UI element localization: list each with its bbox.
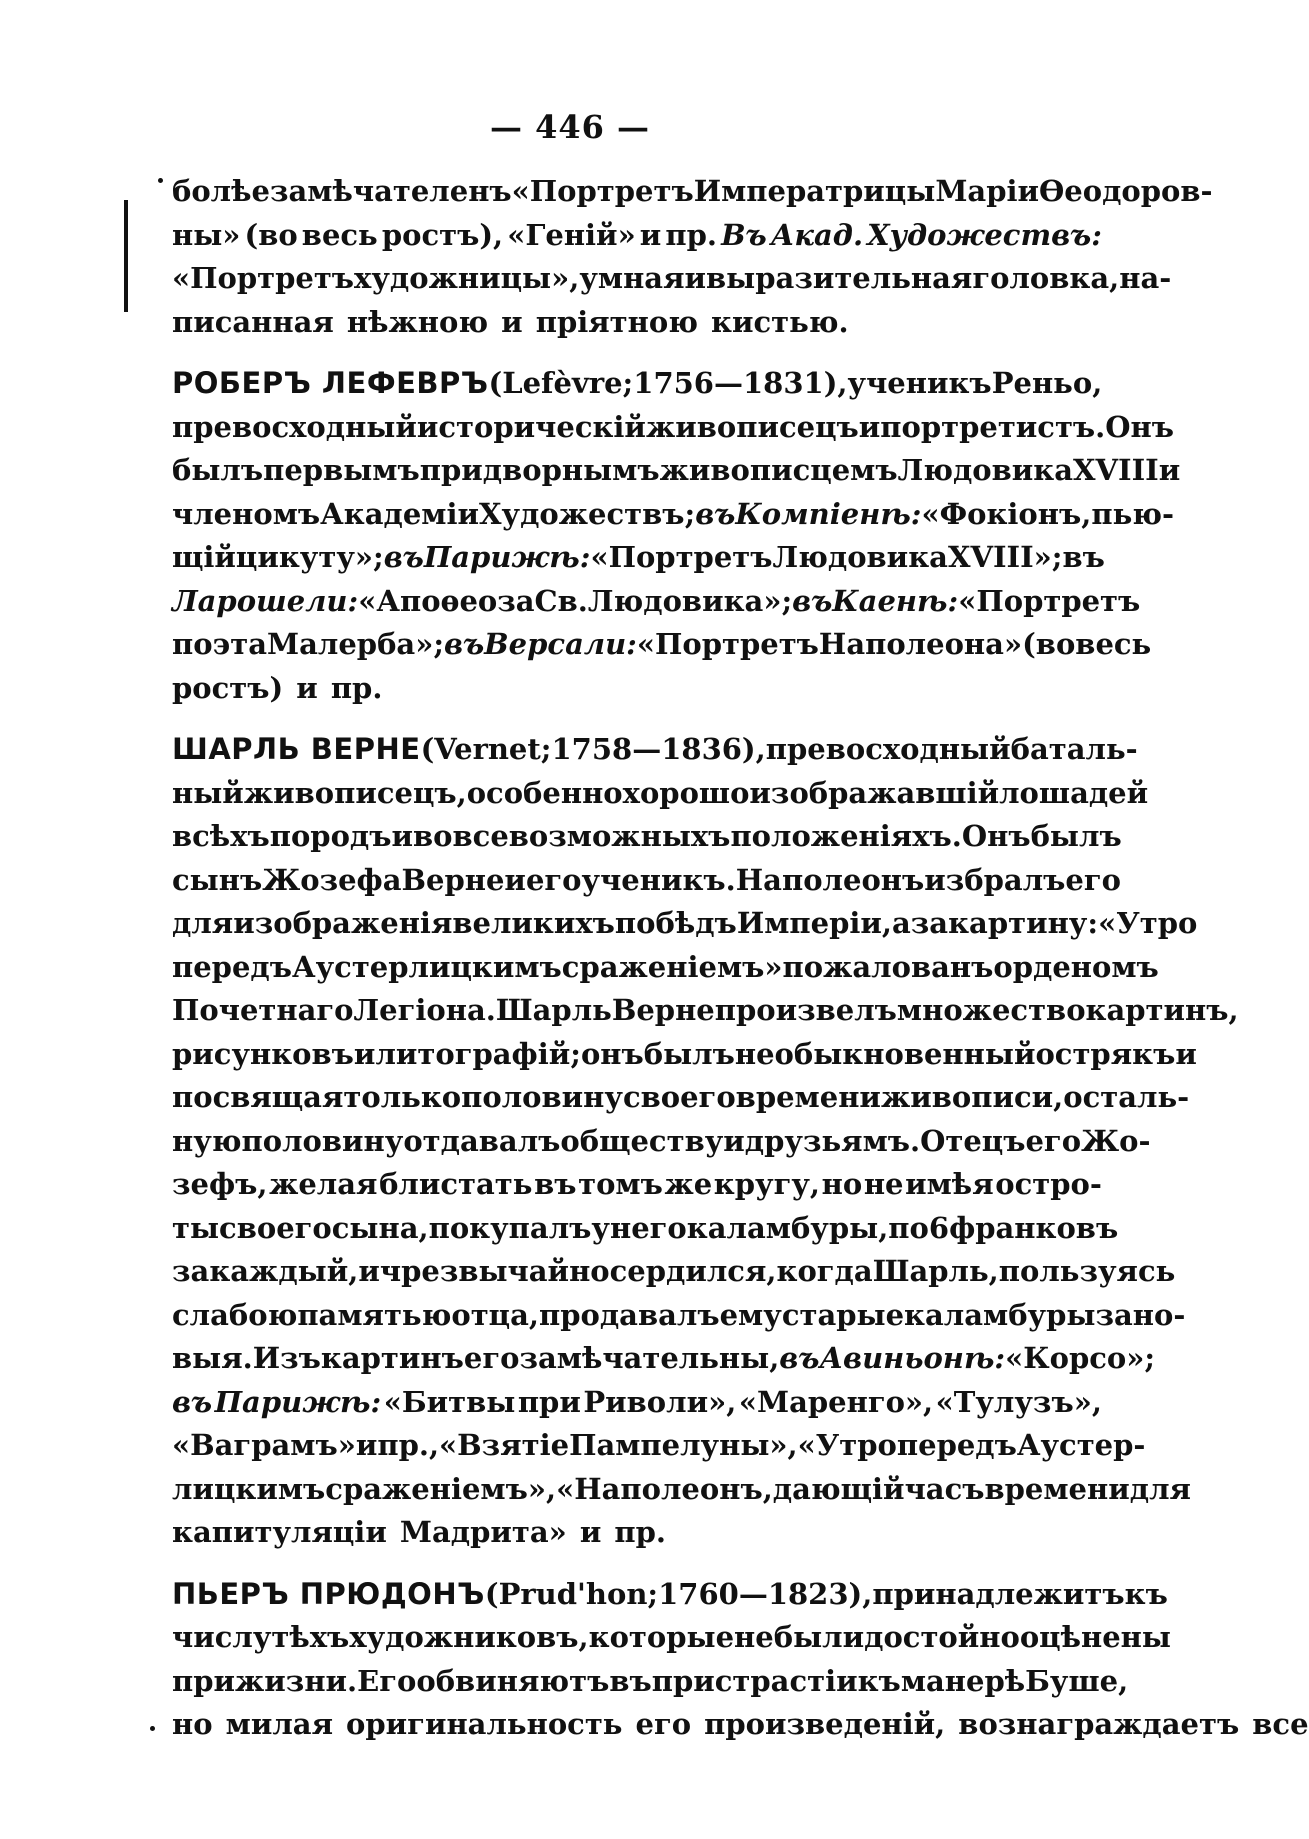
word: ты — [172, 1210, 220, 1245]
word: Его — [357, 1663, 417, 1698]
word: Шарль, — [872, 1254, 999, 1288]
word: былъ — [172, 453, 264, 487]
word: и — [579, 1515, 602, 1549]
word: Верне — [401, 862, 505, 897]
word: ростъ) — [172, 670, 284, 705]
word: въ — [695, 496, 736, 531]
word: членомъ — [172, 496, 321, 531]
word: чрезвычайно — [379, 1254, 610, 1288]
word: «Апоѳеоза — [358, 583, 535, 618]
word: 1756—1831), — [633, 366, 848, 400]
word: превосходный — [172, 409, 417, 444]
word: оригинальность — [346, 1707, 623, 1741]
text-line — [172, 1424, 1146, 1468]
word: памятью — [297, 1297, 452, 1332]
word: головка, — [972, 261, 1120, 295]
word: выя. — [172, 1341, 253, 1375]
word: манерѣ — [900, 1663, 1026, 1698]
word: ную — [172, 1123, 242, 1158]
word: картинъ — [320, 1341, 464, 1375]
word: всевозможныхъ — [452, 819, 731, 853]
word: «Портретъ — [636, 627, 819, 661]
text-line — [172, 214, 1102, 258]
word: особенно — [466, 775, 623, 810]
word: франковъ — [949, 1210, 1119, 1245]
word: его — [525, 862, 582, 897]
text-line — [172, 1120, 1151, 1164]
word: къ — [857, 1663, 901, 1698]
word: своего — [219, 1210, 332, 1245]
word: все — [1252, 1707, 1309, 1741]
word: положеніяхъ. — [730, 819, 962, 853]
word: великихъ — [452, 906, 615, 940]
word: но- — [1132, 1297, 1186, 1332]
word: превосходный — [765, 732, 1011, 766]
word: половину — [241, 1123, 404, 1158]
word: пр. — [614, 1515, 666, 1549]
word: избралъ — [924, 862, 1066, 897]
word: Шарль — [495, 993, 612, 1027]
word: портретистъ. — [880, 409, 1106, 444]
word: (Prud'hon; — [484, 1576, 659, 1611]
word: покупалъ — [428, 1210, 592, 1245]
word: Компіенѣ: — [735, 496, 922, 531]
text-line — [172, 1703, 1309, 1747]
word: щій — [172, 540, 236, 574]
word: имѣя — [905, 1167, 994, 1201]
word: слабою — [172, 1297, 298, 1332]
word: и — [355, 1428, 378, 1462]
text-line — [172, 667, 1102, 711]
text-line — [172, 1511, 1102, 1555]
word: пріятною — [535, 304, 698, 339]
text-line — [172, 1163, 1102, 1207]
word: половину — [461, 1080, 623, 1114]
word: каламбуры — [904, 1297, 1096, 1332]
word: XVIII — [1073, 453, 1159, 487]
word: для — [172, 906, 234, 940]
word: множество — [896, 993, 1086, 1027]
text-line — [172, 1250, 1176, 1294]
word: по — [888, 1210, 929, 1245]
word: Академіи — [320, 496, 479, 531]
word: «Ваграмъ» — [172, 1428, 356, 1462]
word: не — [734, 1620, 774, 1654]
word: только — [343, 1080, 462, 1114]
word: Парижѣ: — [214, 1384, 382, 1419]
word: умная — [579, 261, 685, 295]
word: Наполеона» — [818, 627, 1023, 661]
text-line — [172, 301, 1102, 345]
word: въ — [444, 627, 485, 661]
word: пристрастіи — [651, 1663, 858, 1698]
word: при — [172, 1663, 236, 1698]
word: изображавшій — [749, 775, 1000, 810]
artist-name: ПЬЕРЪ ПРЮДОНЪ — [172, 1576, 485, 1611]
word: «Портретъ — [590, 540, 773, 574]
word: въ — [1062, 540, 1105, 574]
word: въ — [172, 1384, 213, 1419]
word: него — [609, 1210, 687, 1245]
word: пр. — [665, 217, 717, 252]
word: блистать — [379, 1167, 533, 1201]
word: «Битвы — [383, 1384, 516, 1419]
word: каламбуры, — [686, 1210, 889, 1245]
word: живописцемъ — [659, 453, 898, 487]
word: Мадрита» — [399, 1515, 567, 1549]
text-line — [172, 772, 1149, 816]
word: времени — [984, 1471, 1130, 1506]
word: картинъ, — [1085, 993, 1239, 1027]
word: Онъ — [1105, 409, 1175, 444]
word: въ — [383, 540, 424, 574]
word: ны» — [172, 217, 241, 252]
word: «Наполеонъ, — [556, 1471, 773, 1506]
word: и — [1158, 453, 1181, 487]
word: историческій — [416, 409, 646, 444]
word: сраженіемъ» — [561, 949, 783, 984]
word: Ларошели: — [172, 583, 359, 618]
word: и — [639, 217, 662, 252]
word: весь — [1075, 627, 1152, 661]
artist-name: ШАРЛЬ ВЕРНЕ — [172, 732, 421, 766]
word: хорошо — [622, 775, 750, 810]
word: продавалъ — [538, 1297, 720, 1332]
margin-dot-bottom — [150, 1726, 155, 1731]
word: пью- — [1091, 496, 1175, 531]
text-line — [172, 728, 1138, 772]
word: Императрицы — [693, 174, 936, 208]
word: къ — [1124, 1576, 1168, 1611]
text-line — [172, 1337, 1156, 1381]
word: всѣхъ — [172, 819, 270, 853]
word: сраженіемъ», — [325, 1471, 557, 1506]
word: и — [353, 1036, 376, 1071]
word: въ — [609, 1663, 652, 1698]
word: его — [1025, 1123, 1082, 1158]
word: тѣхъ — [271, 1620, 350, 1654]
word: вознаграждаетъ — [958, 1707, 1240, 1741]
word: лицкимъ — [172, 1471, 326, 1506]
word: Версали: — [484, 627, 637, 661]
word: Онъ — [961, 819, 1031, 853]
word: 1758—1836), — [551, 732, 766, 766]
margin-dot-top — [158, 178, 163, 183]
text-line — [172, 1076, 1190, 1120]
word: же — [664, 1167, 713, 1201]
word: болѣе — [172, 174, 270, 208]
word: Жо- — [1081, 1123, 1151, 1158]
word: Художествъ; — [479, 496, 696, 531]
word: обвиняютъ — [416, 1663, 610, 1698]
word: острякъ — [1035, 1036, 1176, 1071]
word: друзьямъ. — [744, 1123, 921, 1158]
word: каждый, — [209, 1254, 359, 1288]
word: отца, — [451, 1297, 539, 1332]
text-line — [172, 623, 1152, 667]
word: но — [821, 1167, 863, 1201]
word: остро- — [995, 1167, 1102, 1201]
text-line — [172, 1207, 1119, 1251]
word: «Портретъ — [958, 583, 1141, 618]
word: Отецъ — [920, 1123, 1026, 1158]
word: своего — [622, 1080, 736, 1114]
word: литографій; — [375, 1036, 581, 1071]
word: (Vernet; — [420, 732, 552, 766]
text-line — [172, 1616, 1171, 1660]
artist-name: РОБЕРЪ ЛЕФЕВРЪ — [172, 366, 489, 400]
word: «Портретъ — [511, 174, 694, 208]
word: томъ — [578, 1167, 663, 1201]
word: милая — [225, 1707, 333, 1741]
word: пр., — [377, 1428, 440, 1462]
text-line — [172, 170, 1213, 214]
text-line — [172, 362, 1102, 406]
word: Наполеонъ — [735, 862, 925, 897]
word: и — [723, 1123, 745, 1158]
word: которые — [588, 1620, 735, 1654]
paragraph — [172, 1573, 1309, 1747]
word: «Тулузъ», — [935, 1384, 1102, 1419]
word: Художествъ: — [867, 217, 1102, 252]
word: «Фокіонъ, — [921, 496, 1092, 531]
word: живописи, — [880, 1080, 1064, 1114]
word: за — [910, 906, 949, 940]
word: Реньо, — [991, 366, 1103, 400]
word: и — [504, 862, 526, 897]
word: картину: — [948, 906, 1099, 940]
word: сердился, — [609, 1254, 777, 1288]
word: 1760—1823), — [658, 1576, 873, 1611]
word: Верне — [611, 993, 715, 1027]
word: Людовика»; — [587, 583, 793, 618]
word: Малерба»; — [267, 627, 445, 661]
text-line — [172, 815, 1122, 859]
word: ему — [719, 1297, 782, 1332]
word: орденомъ — [993, 949, 1159, 984]
word: Буше, — [1025, 1663, 1129, 1698]
text-line — [172, 1033, 1197, 1077]
word: Жозефа — [262, 862, 402, 897]
word: «Корсо»; — [1005, 1341, 1156, 1375]
word: достойно — [864, 1620, 1020, 1654]
text-line — [172, 406, 1175, 450]
word: рисунковъ — [172, 1036, 354, 1071]
text-line — [172, 902, 1198, 946]
word: въ — [534, 1167, 577, 1201]
word: былъ — [643, 1036, 735, 1071]
word: сына, — [331, 1210, 429, 1245]
word: его — [463, 1341, 520, 1375]
word: времени — [735, 1080, 881, 1114]
word: зефъ, — [172, 1167, 268, 1201]
word: Пампелуны», — [569, 1428, 798, 1462]
word: при — [517, 1384, 581, 1419]
paragraph — [172, 170, 1213, 344]
word: Изъ — [252, 1341, 321, 1375]
word: «Маренго», — [738, 1384, 934, 1419]
word: сынъ — [172, 862, 263, 897]
word: а — [891, 906, 911, 940]
word: пожалованъ — [782, 949, 994, 984]
word: въ — [779, 1341, 820, 1375]
word: замѣчательны, — [519, 1341, 780, 1375]
word: передъ — [896, 1428, 1017, 1462]
word: Ѳеодоров- — [1039, 174, 1213, 208]
word: Людовика — [772, 540, 948, 574]
word: замѣчателенъ — [269, 174, 512, 208]
text-line — [172, 1573, 1168, 1617]
word: но — [172, 1707, 213, 1741]
paragraph — [172, 362, 1181, 710]
word: Людовика — [897, 453, 1074, 487]
word: «Утро — [797, 1428, 897, 1462]
word: на- — [1119, 261, 1172, 295]
word: желая — [269, 1167, 378, 1201]
paragraph — [172, 728, 1239, 1555]
word: оцѣнены — [1019, 1620, 1171, 1654]
word: и — [296, 670, 318, 705]
word: нѣжною — [346, 304, 489, 339]
word: Акад. — [770, 217, 864, 252]
word: у — [591, 1210, 610, 1245]
word: его — [1065, 862, 1121, 897]
word: старые — [781, 1297, 905, 1332]
word: пр. — [330, 670, 383, 705]
text-line — [172, 536, 1105, 580]
word: живописецъ, — [243, 775, 467, 810]
text-line — [172, 989, 1239, 1033]
word: Авиньонѣ: — [819, 1341, 1006, 1375]
word: «Геній» — [507, 217, 636, 252]
text-line — [172, 493, 1175, 537]
word: Въ — [721, 217, 767, 252]
word: живописецъ — [645, 409, 859, 444]
word: весь — [301, 217, 378, 252]
word: за — [172, 1254, 210, 1288]
word: Аустерлицкимъ — [291, 949, 562, 984]
word: Имперіи, — [736, 906, 892, 940]
word: отдавалъ — [403, 1123, 561, 1158]
word: кругу, — [713, 1167, 821, 1201]
word: первымъ — [263, 453, 420, 487]
word: Риволи», — [583, 1384, 737, 1419]
word: Почетнаго — [172, 993, 354, 1027]
word: «Портретъ — [172, 261, 355, 295]
text-line — [172, 449, 1181, 493]
word: Аустер- — [1016, 1428, 1146, 1462]
word: цикуту»; — [235, 540, 384, 574]
text-line — [172, 859, 1121, 903]
word: ный — [172, 775, 244, 810]
word: и — [684, 261, 707, 295]
word: выразительная — [706, 261, 973, 295]
word: осталь- — [1063, 1080, 1190, 1114]
word: посвящая — [172, 1080, 344, 1114]
text-line — [172, 1294, 1186, 1338]
word: для — [1129, 1471, 1191, 1506]
word: и — [501, 304, 523, 339]
word: пользуясь — [998, 1254, 1176, 1288]
word: Маріи — [935, 174, 1040, 208]
word: (Lefèvre; — [488, 366, 634, 400]
word: и — [858, 409, 881, 444]
word: кистью. — [711, 304, 849, 339]
word: капитуляціи — [172, 1515, 387, 1549]
text-line — [172, 946, 1159, 990]
word: XVIII»; — [947, 540, 1063, 574]
word: Легіона. — [353, 993, 496, 1027]
word: Парижѣ: — [423, 540, 591, 574]
word: Каенѣ: — [832, 583, 959, 618]
word: былъ — [1030, 819, 1122, 853]
word: были — [773, 1620, 865, 1654]
word: 6 — [928, 1210, 950, 1245]
word: обществу — [560, 1123, 724, 1158]
word: писанная — [172, 304, 334, 339]
word: въ — [792, 583, 833, 618]
word: часъ — [904, 1471, 985, 1506]
word: (во — [1022, 627, 1076, 661]
word: произведеній, — [704, 1707, 946, 1741]
word: и — [1175, 1036, 1197, 1071]
word: необыкновенный — [734, 1036, 1036, 1071]
word: баталь- — [1010, 732, 1138, 766]
text-line — [172, 580, 1141, 624]
word: изображенія — [233, 906, 453, 940]
word: за — [1095, 1297, 1133, 1332]
page-number: — 446 — — [489, 108, 651, 146]
word: «Взятіе — [439, 1428, 570, 1462]
word: художницы», — [354, 261, 580, 295]
word: художниковъ, — [349, 1620, 589, 1654]
word: ученикъ. — [581, 862, 736, 897]
word: ростъ), — [381, 217, 504, 252]
text-line — [172, 1468, 1191, 1512]
word: «Утро — [1098, 906, 1198, 940]
word: и — [358, 1254, 380, 1288]
word: поэта — [172, 627, 267, 661]
word: числу — [172, 1620, 272, 1654]
word: ученикъ — [847, 366, 992, 400]
word: жизни. — [235, 1663, 358, 1698]
word: принадлежитъ — [872, 1576, 1125, 1611]
word: его — [635, 1707, 692, 1741]
word: дающій — [772, 1471, 905, 1506]
word: онъ — [580, 1036, 644, 1071]
text-line — [172, 1660, 1129, 1704]
margin-mark — [124, 200, 128, 312]
text-line — [172, 257, 1172, 301]
word: Св. — [534, 583, 588, 618]
word: и — [391, 819, 414, 853]
word: произвелъ — [714, 993, 897, 1027]
word: придворнымъ — [419, 453, 660, 487]
word: породъ — [269, 819, 392, 853]
word: лошадей — [999, 775, 1149, 810]
word: (во — [244, 217, 298, 252]
word: когда — [776, 1254, 873, 1288]
text-column — [172, 170, 1309, 1765]
word: во — [413, 819, 453, 853]
word: передъ — [172, 949, 292, 984]
text-line — [172, 1381, 1102, 1425]
word: побѣдъ — [614, 906, 737, 940]
word: не — [863, 1167, 904, 1201]
